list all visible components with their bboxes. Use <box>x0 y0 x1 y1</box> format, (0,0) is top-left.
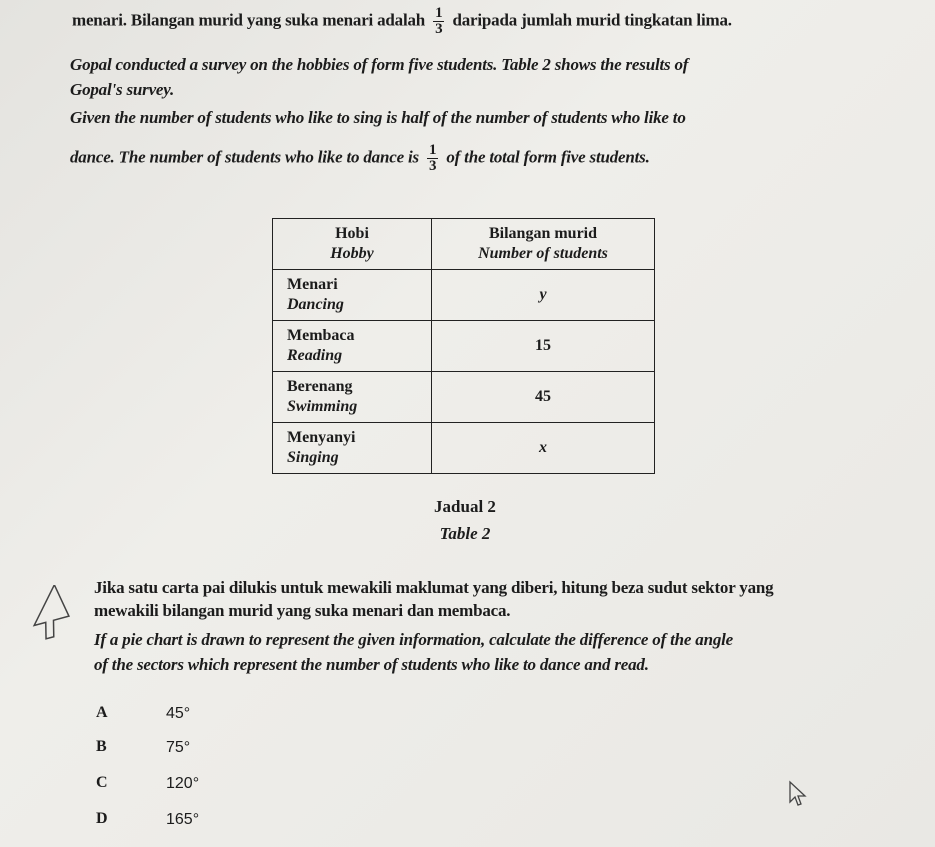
cursor-arrow-icon <box>786 780 810 808</box>
option-value: 165° <box>166 811 200 828</box>
option-letter: B <box>96 738 107 755</box>
table-row <box>273 270 655 321</box>
option-value: 75° <box>166 739 191 756</box>
header-malay: Hobi <box>335 225 369 242</box>
question-malay-line1: Jika satu carta pai dilukis untuk mewakili maklumat yang diberi, hitung beza sudut sektor yang <box>94 578 774 597</box>
para2-line1: Given the number of students who like to sing is half of the number of students who like to <box>70 108 686 127</box>
count-cell: y <box>432 270 655 321</box>
denominator: 3 <box>435 21 443 37</box>
count-cell: 45 <box>432 372 655 423</box>
option-letter: A <box>96 704 108 721</box>
para2-text-end: of the total form five students. <box>446 147 650 167</box>
intro-malay <box>72 6 732 37</box>
header-english: Hobby <box>330 245 374 262</box>
question-english-line2: of the sectors which represent the number of students who like to dance and read. <box>94 655 649 674</box>
count-cell: x <box>432 423 655 474</box>
para2-text: dance. The number of students who like to dance is <box>70 147 419 167</box>
hobby-cell <box>273 270 432 321</box>
count-cell: 15 <box>432 321 655 372</box>
numerator: 1 <box>428 142 437 158</box>
question-english-line1: If a pie chart is drawn to represent the given information, calculate the difference of the angle <box>94 630 734 649</box>
hobby-cell <box>273 321 432 372</box>
table-row <box>273 423 655 474</box>
table-row <box>273 372 655 423</box>
option-letter: D <box>96 810 108 827</box>
denominator: 3 <box>428 158 437 174</box>
fraction <box>433 6 444 37</box>
question-malay-line2: mewakili bilangan murid yang suka menari dan membaca. <box>94 601 511 620</box>
header-malay: Bilangan murid <box>488 225 598 242</box>
hobby-english: Swimming <box>287 398 358 415</box>
intro-text-end: daripada jumlah murid tingkatan lima. <box>452 10 732 30</box>
intro-text: menari. Bilangan murid yang suka menari adalah <box>72 10 426 30</box>
header-english: Number of students <box>478 245 608 262</box>
hobby-malay: Membaca <box>287 327 355 344</box>
option-value: 45° <box>166 705 191 722</box>
option-value: 120° <box>166 775 200 792</box>
hobby-cell <box>273 372 432 423</box>
table-row <box>273 321 655 372</box>
hobby-malay: Berenang <box>287 378 353 395</box>
hobby-malay: Menari <box>287 276 338 293</box>
hobby-english: Singing <box>287 449 339 466</box>
hobby-english: Reading <box>287 347 343 364</box>
table-caption-malay: Jadual 2 <box>434 497 496 516</box>
option-letter: C <box>96 774 108 791</box>
hobby-english: Dancing <box>287 296 344 313</box>
numerator: 1 <box>435 5 443 21</box>
table-caption-english: Table 2 <box>439 524 491 543</box>
cursor-arrow-icon <box>28 585 98 645</box>
para1-line1: Gopal conducted a survey on the hobbies of form five students. Table 2 shows the results of <box>70 55 689 74</box>
fraction <box>427 143 438 174</box>
hobby-malay: Menyanyi <box>287 429 356 446</box>
header-students <box>432 219 655 270</box>
header-hobby <box>273 219 432 270</box>
table-header-row <box>273 219 655 270</box>
hobby-table <box>272 218 655 474</box>
para1-line2: Gopal's survey. <box>70 80 175 99</box>
hobby-cell <box>273 423 432 474</box>
para2-line2 <box>70 143 650 174</box>
